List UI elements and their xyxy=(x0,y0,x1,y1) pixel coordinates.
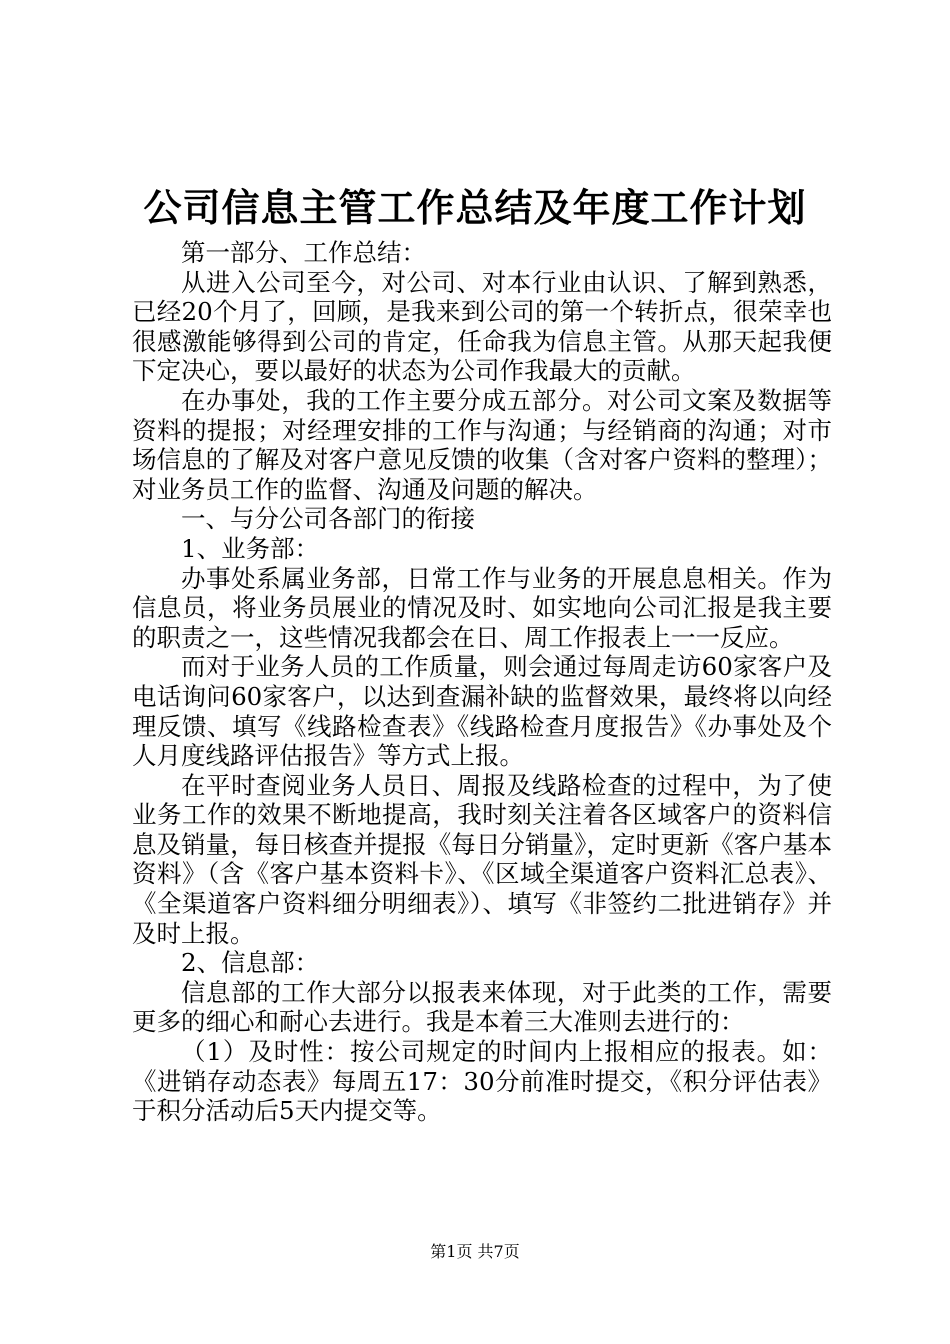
paragraph-subheading: 一、与分公司各部门的衔接 xyxy=(181,504,475,534)
page-number-footer: 第1页 共7页 xyxy=(430,1242,520,1261)
document-title: 公司信息主管工作总结及年度工作计划 xyxy=(143,185,807,230)
paragraph-section-heading: 第一部分、工作总结： xyxy=(181,238,426,267)
paragraph-subheading: 2、信息部： xyxy=(181,948,320,978)
paragraph: 从进入公司至今，对公司、对本行业由认识、了解到熟悉，已经20个月了，回顾，是我来到公司的第一个转折点，很荣幸也很感激能够得到公司的肯定，任命我为信息主管。从那天起我便下定决心，要以最好的状态为公司作我最大的贡献。 xyxy=(132,267,832,386)
paragraph: 在办事处，我的工作主要分成五部分。对公司文案及数据等资料的提报；对经理安排的工作与沟通；与经销商的沟通；对市场信息的了解及对客户意见反馈的收集（含对客户资料的整理）；对业务员工作的监督、沟通及问题的解决。 xyxy=(132,385,832,504)
paragraph: 在平时查阅业务人员日、周报及线路检查的过程中，为了使业务工作的效果不断地提高，我时刻关注着各区域客户的资料信息及销量，每日核查并提报《每日分销量》，定时更新《客户基本资料》（含《客户基本资料卡》、《区域全渠道客户资料汇总表》、《全渠道客户资料细分明细表》）、填写《非签约二批进销存》并及时上报。 xyxy=(132,770,832,948)
paragraph: （1）及时性：按公司规定的时间内上报相应的报表。如：《进销存动态表》每周五17：30分前准时提交，《积分评估表》于积分活动后5天内提交等。 xyxy=(132,1037,832,1126)
paragraph-subheading: 1、业务部： xyxy=(181,533,320,563)
paragraph: 而对于业务人员的工作质量，则会通过每周走访60家客户及电话询问60家客户，以达到查漏补缺的监督效果，最终将以向经理反馈、填写《线路检查表》《线路检查月度报告》《办事处及个人月度线路评估报告》等方式上报。 xyxy=(132,652,832,771)
paragraph: 办事处系属业务部，日常工作与业务的开展息息相关。作为信息员，将业务员展业的情况及时、如实地向公司汇报是我主要的职责之一，这些情况我都会在日、周工作报表上一一反应。 xyxy=(132,563,832,652)
paragraph: 信息部的工作大部分以报表来体现，对于此类的工作，需要更多的细心和耐心去进行。我是本着三大准则去进行的： xyxy=(132,977,832,1037)
document-body xyxy=(132,238,832,1126)
